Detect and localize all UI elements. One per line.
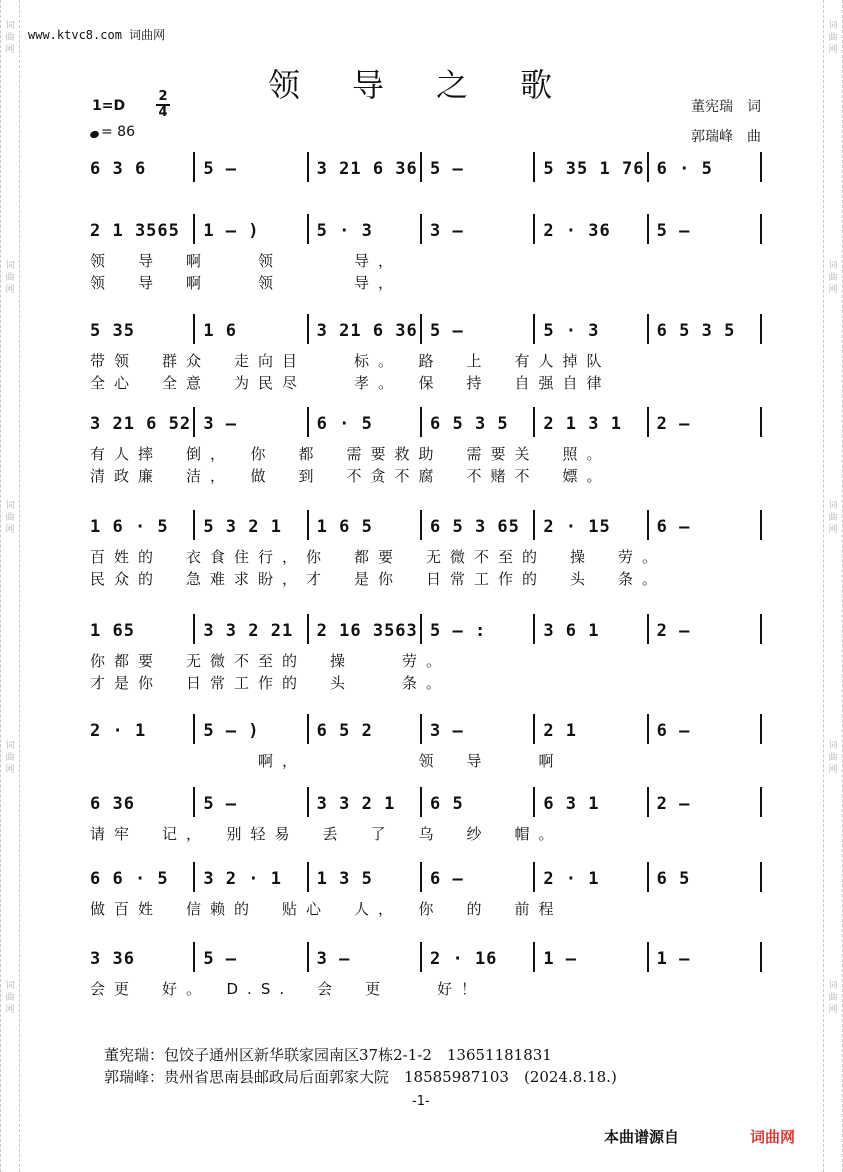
melody-line [84, 150, 764, 184]
barline [193, 614, 195, 644]
measure: 6 3 1 [543, 794, 600, 814]
measure: 5 — [430, 321, 464, 341]
measure: 6 — [656, 721, 691, 741]
measure: 3 21 6 36 [316, 321, 418, 341]
barline [420, 942, 422, 972]
key-signature: 1=D [92, 98, 126, 114]
watermark: 词 曲 网 [5, 501, 15, 535]
measure: 2 — [656, 621, 691, 641]
barline [533, 942, 535, 972]
barline [760, 942, 762, 972]
composer-credit: 郭瑞峰 曲 [691, 129, 761, 145]
lyric-line-1: 请牢 记， 别轻易 丢 了 乌 纱 帽。 [90, 825, 563, 843]
measure: 3 36 [90, 949, 135, 969]
measure: 1 — [543, 949, 578, 969]
lyric-line-1: 有人摔 倒， 你 都 需要救助 需要关 照。 [90, 445, 611, 463]
measure: 6 — [656, 517, 691, 537]
left-margin-strip [0, 0, 20, 1172]
watermark: 词 曲 网 [828, 741, 838, 775]
melody-line [84, 312, 764, 346]
barline [193, 862, 195, 892]
barline [307, 614, 309, 644]
measure: 5 — [203, 159, 238, 179]
melody-line [84, 212, 764, 246]
measure: 1 3 5 [316, 869, 373, 889]
barline [307, 862, 309, 892]
measure: 5 · 3 [543, 321, 600, 341]
barline [307, 942, 309, 972]
score-row [84, 508, 764, 588]
measure: 5 3 2 1 [203, 517, 282, 537]
barline [647, 714, 649, 744]
source-label: 本曲谱源自 [604, 1128, 680, 1146]
lyric-line-1: 会更 好。 D.S. 会 更 好！ [90, 980, 486, 998]
measure: 6 36 [90, 794, 135, 814]
barline [193, 407, 195, 437]
measure: 2 1 [543, 721, 578, 741]
measure: 2 · 1 [543, 869, 600, 889]
lyric-line-1: 你都要 无微不至的 操 劳。 [90, 652, 451, 670]
site-header[interactable]: www.ktvc8.com 词曲网 [28, 28, 166, 42]
barline [760, 314, 762, 344]
watermark: 词 曲 网 [828, 501, 838, 535]
measure: 3 — [203, 414, 238, 434]
barline [307, 152, 309, 182]
measure: 6 — [430, 869, 464, 889]
measure: 2 · 36 [543, 221, 611, 241]
lyric-line-2: 才是你 日常工作的 头 条。 [90, 674, 451, 692]
lyric-line-1: 带领 群众 走向目 标。 路 上 有人掉队 [90, 352, 611, 370]
barline [760, 862, 762, 892]
quarter-note-icon [89, 130, 100, 140]
barline [307, 787, 309, 817]
lyric-line-1: 领 导 啊 领 导， [90, 252, 403, 270]
measure: 5 35 1 76 [543, 159, 645, 179]
measure: 3 21 6 36 [316, 159, 418, 179]
measure: 5 · 3 [316, 221, 373, 241]
barline [420, 862, 422, 892]
measure: 1 6 · 5 [90, 517, 169, 537]
barline [647, 314, 649, 344]
barline [193, 714, 195, 744]
watermark: 词 曲 网 [5, 741, 15, 775]
score-row [84, 712, 764, 770]
barline [533, 862, 535, 892]
measure: 6 · 5 [316, 414, 373, 434]
barline [647, 407, 649, 437]
score-row [84, 405, 764, 485]
barline [193, 314, 195, 344]
melody-line [84, 508, 764, 542]
score-row [84, 860, 764, 918]
lyric-line-2: 领 导 啊 领 导， [90, 274, 403, 292]
measure: 2 1 3 1 [543, 414, 622, 434]
measure: 6 5 [656, 869, 691, 889]
measure: 3 — [316, 949, 351, 969]
contact-line-composer: 郭瑞峰：贵州省思南县邮政局后面郭家大院 18585987103 (2024.8.18.) [104, 1068, 617, 1086]
barline [533, 214, 535, 244]
score-row [84, 612, 764, 692]
measure: 1 65 [90, 621, 135, 641]
lyric-line-1: 做百姓 信赖的 贴心 人， 你 的 前程 [90, 900, 563, 918]
contact-line-lyricist: 董宪瑞：包饺子通州区新华联家园南区37栋2-1-2 13651181831 [104, 1046, 552, 1064]
barline [420, 407, 422, 437]
measure: 3 2 · 1 [203, 869, 282, 889]
barline [647, 214, 649, 244]
barline [533, 614, 535, 644]
melody-line [84, 785, 764, 819]
time-signature-bottom: 4 [158, 105, 168, 120]
lyric-line-1: 百姓的 衣食住行，你 都要 无微不至的 操 劳。 [90, 548, 667, 566]
lyric-line-2: 民众的 急难求盼，才 是你 日常工作的 头 条。 [90, 570, 667, 588]
score-row [84, 150, 764, 190]
barline [307, 314, 309, 344]
measure: 5 — : [430, 621, 487, 641]
barline [420, 614, 422, 644]
barline [307, 510, 309, 540]
melody-line [84, 405, 764, 439]
measure: 6 5 3 65 [430, 517, 520, 537]
time-signature-top: 2 [156, 90, 170, 106]
measure: 6 · 5 [656, 159, 713, 179]
measure: 6 5 3 5 [656, 321, 736, 341]
barline [533, 714, 535, 744]
tempo-marking [90, 124, 135, 140]
source-logo[interactable]: 词曲网 [750, 1128, 796, 1146]
measure: 1 — [656, 949, 691, 969]
measure: 3 3 2 1 [316, 794, 396, 814]
measure: 6 3 6 [90, 159, 147, 179]
barline [647, 787, 649, 817]
watermark: 词 曲 网 [5, 261, 15, 295]
measure: 6 6 · 5 [90, 869, 169, 889]
barline [647, 614, 649, 644]
barline [647, 862, 649, 892]
barline [760, 714, 762, 744]
barline [760, 407, 762, 437]
measure: 5 — ) [203, 721, 260, 741]
barline [420, 787, 422, 817]
measure: 5 — [203, 949, 238, 969]
watermark: 词 曲 网 [5, 981, 15, 1015]
barline [760, 510, 762, 540]
barline [420, 714, 422, 744]
barline [760, 614, 762, 644]
tempo-value: = 86 [101, 124, 135, 140]
barline [193, 152, 195, 182]
barline [420, 152, 422, 182]
measure: 2 · 15 [543, 517, 611, 537]
measure: 3 3 2 21 [203, 621, 294, 641]
measure: 6 5 [430, 794, 464, 814]
right-margin-strip [823, 0, 843, 1172]
measure: 1 — ) [203, 221, 260, 241]
barline [533, 314, 535, 344]
measure: 2 · 1 [90, 721, 147, 741]
melody-line [84, 860, 764, 894]
measure: 5 — [656, 221, 691, 241]
watermark: 词 曲 网 [828, 21, 838, 55]
measure: 1 6 [203, 321, 238, 341]
watermark: 词 曲 网 [828, 261, 838, 295]
melody-line [84, 940, 764, 974]
measure: 3 — [430, 721, 464, 741]
barline [760, 214, 762, 244]
barline [647, 152, 649, 182]
measure: 5 — [203, 794, 238, 814]
measure: 1 6 5 [316, 517, 373, 537]
measure: 2 — [656, 414, 691, 434]
lyric-line-1: 啊， 领 导 啊 [90, 752, 563, 770]
score-row [84, 785, 764, 843]
measure: 6 5 2 [316, 721, 373, 741]
measure: 2 — [656, 794, 691, 814]
barline [193, 214, 195, 244]
barline [193, 787, 195, 817]
barline [193, 510, 195, 540]
barline [420, 214, 422, 244]
measure: 2 1 3565 [90, 221, 180, 241]
score-row [84, 940, 764, 998]
lyric-line-2: 全心 全意 为民尽 孝。 保 持 自强自律 [90, 374, 611, 392]
watermark: 词 曲 网 [828, 981, 838, 1015]
score-row [84, 212, 764, 292]
measure: 6 5 3 5 [430, 414, 509, 434]
barline [420, 314, 422, 344]
barline [533, 787, 535, 817]
time-signature [156, 90, 170, 120]
melody-line [84, 712, 764, 746]
lyricist-credit: 董宪瑞 词 [691, 99, 761, 115]
score-row [84, 312, 764, 392]
barline [307, 214, 309, 244]
barline [533, 152, 535, 182]
barline [647, 510, 649, 540]
watermark: 词 曲 网 [5, 21, 15, 55]
measure: 2 16 3563 [316, 621, 418, 641]
lyric-line-2: 清政廉 洁， 做 到 不贪不腐 不赌不 嫖。 [90, 467, 611, 485]
barline [760, 152, 762, 182]
measure: 2 · 16 [430, 949, 498, 969]
barline [647, 942, 649, 972]
measure: 3 21 6 52 [90, 414, 192, 434]
page-number: -1- [412, 1094, 430, 1109]
measure: 3 6 1 [543, 621, 600, 641]
barline [760, 787, 762, 817]
barline [193, 942, 195, 972]
song-title: 领导之歌 [268, 66, 605, 104]
barline [420, 510, 422, 540]
barline [533, 407, 535, 437]
measure: 3 — [430, 221, 464, 241]
barline [533, 510, 535, 540]
measure: 5 — [430, 159, 464, 179]
measure: 5 35 [90, 321, 135, 341]
barline [307, 714, 309, 744]
melody-line [84, 612, 764, 646]
barline [307, 407, 309, 437]
